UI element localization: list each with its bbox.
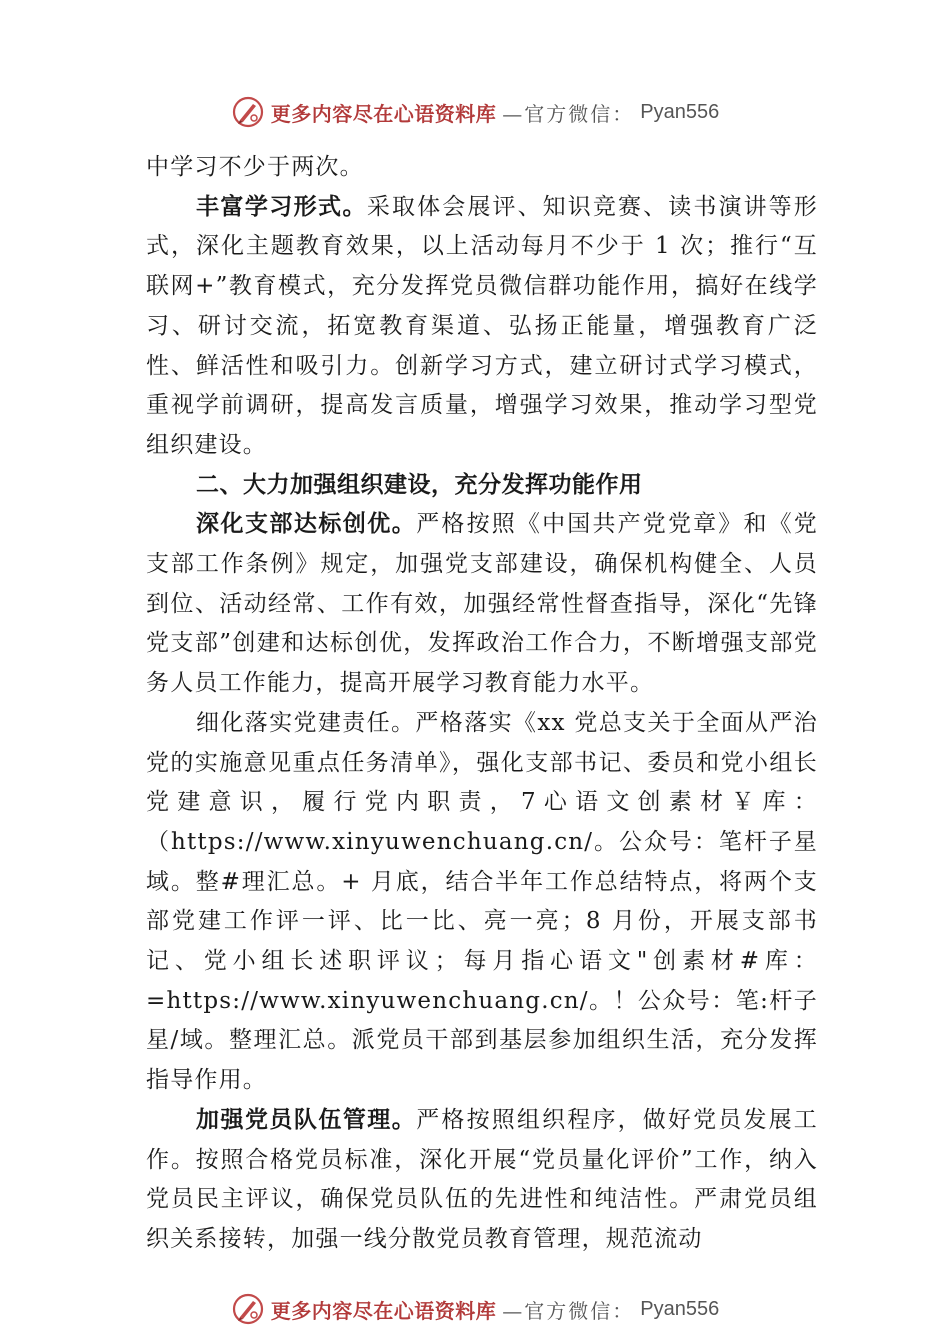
paragraph-text: 细化落实党建责任。严格落实《xx 党总支关于全面从严治党的实施意见重点任务清单》，强化支部书记、委员和党小组长党建意识，履行党内职责，7心语文创素材￥库：（https://www.xinyuwenchuang.cn/。公众号：笔杆子星域。整#理汇总。+ 月底，结合半年工作总结特点，将两个支部党建工作评一评、比一比、亮一亮；8 月份，开展支部书记、党小组长述职评议；每月指心语文"创素材#库：=https://www.xinyuwenchuang.cn/。！公众号：笔:杆子星/域。整理汇总。派党员干部到基层参加组织生活，充分发挥指导作用。 (146, 709, 818, 1094)
watermark-title: 更多内容尽在心语资料库 (270, 101, 497, 126)
paragraph-text: 中学习不少于两次。 (146, 154, 364, 180)
section-heading: 二、大力加强组织建设，充分发挥功能作用 (196, 471, 643, 498)
paragraph-text: 采取体会展评、知识竞赛、读书演讲等形式，深化主题教育效果，以上活动每月不少于 1 次；推行“互联网+”教育模式，充分发挥党员微信群功能作用，搞好在线学习、研讨交流，拓宽教育渠道、弘扬正能量，增强教育广泛性、鲜活性和吸引力。创新学习方式，建立研讨式学习模式，重视学前调研，提高发言质量，增强学习效果，推动学习型党组织建设。 (146, 193, 818, 458)
paragraph-study-forms (146, 188, 818, 466)
watermark-separator: —官方微信： (502, 1298, 635, 1323)
quill-pen-logo-icon (231, 95, 265, 129)
paragraph-lead: 加强党员队伍管理。 (196, 1106, 417, 1133)
paragraph-member-management (146, 1101, 818, 1260)
watermark-wechat-id: Pyan556 (640, 1297, 720, 1320)
paragraph-branch-standards (146, 505, 818, 704)
paragraph-lead: 丰富学习形式。 (196, 193, 367, 220)
watermark-title: 更多内容尽在心语资料库 (270, 1298, 497, 1323)
paragraph-text: 严格按照《中国共产党党章》和《党支部工作条例》规定，加强党支部建设，确保机构健全、人员到位、活动经常、工作有效，加强经常性督查指导，深化“先锋党支部”创建和达标创优，发挥政治工作合力，不断增强支部党务人员工作能力，提高开展学习教育能力水平。 (146, 511, 819, 697)
quill-pen-logo-icon (231, 1292, 265, 1326)
watermark-separator: —官方微信： (502, 101, 635, 126)
footer-watermark (0, 1289, 950, 1329)
watermark-wechat-id: Pyan556 (640, 100, 720, 123)
paragraph-text: 严格按照组织程序，做好党员发展工作。按照合格党员标准，深化开展“党员量化评价”工作，纳入党员民主评议，确保党员队伍的先进性和纯洁性。严肃党员组织关系接转，加强一线分散党员教育管理，规范流动 (146, 1106, 819, 1252)
document-body (146, 148, 818, 1260)
paragraph-responsibility (146, 704, 818, 1101)
paragraph-lead: 深化支部达标创优。 (196, 511, 417, 538)
paragraph-continued (146, 148, 818, 188)
header-watermark (0, 92, 950, 132)
